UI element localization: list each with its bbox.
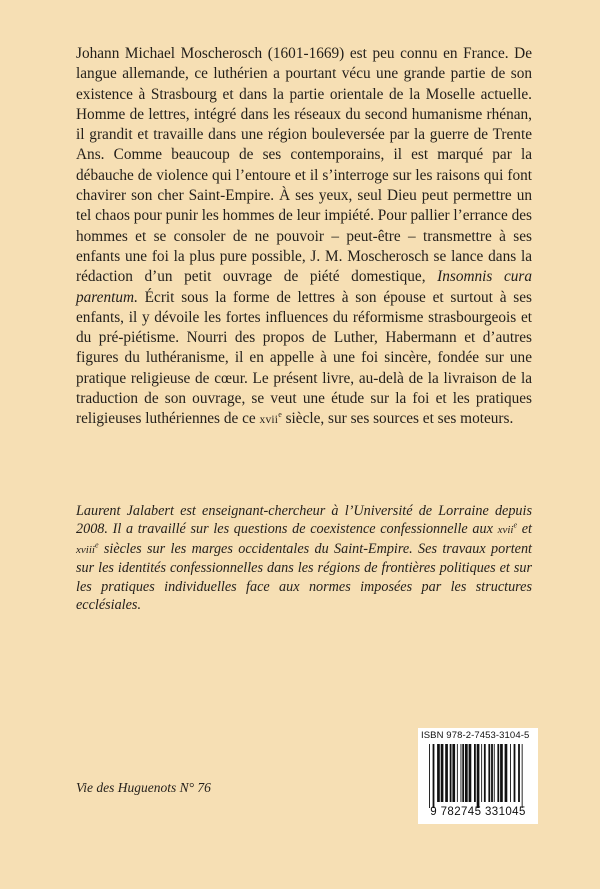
century-superscript: e	[278, 410, 282, 420]
barcode-bar	[469, 744, 472, 802]
barcode-bar	[494, 744, 495, 802]
summary-part-1: Johann Michael Moscherosch (1601-1669) est peu connu en France. De langue allemande, ce luthérien a pourtant vécu une grande partie de son existence à Strasbourg et dans la partie orientale de la Moselle actuelle. Homme de lettres, intégré dans les réseaux du second humanisme rhénan, il grandit et travaille dans une région bouleversée par la guerre de Trente Ans. Comme beaucoup de ses contemporains, il est marqué par la débauche de violence qui l’entoure et il s’interroge sur les raisons qui font chavirer son cher Saint-Empire. À ses yeux, seul Dieu peut permettre un tel chaos pour punir les hommes de leur impiété. Pour pallier l’errance des hommes et se consoler de ne pouvoir – peut-être – transmettre à ses enfants une foi la plus pure possible, J. M. Moscherosch se lance dans la rédaction d’un petit ouvrage de piété domestique,	[76, 45, 532, 286]
barcode-bar	[488, 744, 490, 802]
series-label: Vie des Huguenots N° 76	[76, 780, 211, 795]
author-bio-part-1: Laurent Jalabert est enseignant-chercheur à l’Université de Lorraine depuis 2008. Il a travaillé sur les questions de coexistence confessionnelle aux	[76, 503, 532, 538]
isbn-label: ISBN 978-2-7453-3104-5	[421, 730, 530, 741]
barcode-bar	[429, 744, 430, 808]
barcode-bar	[518, 744, 520, 802]
barcode-bar	[457, 744, 458, 802]
barcode-bars	[427, 744, 529, 808]
author-bio	[76, 502, 532, 614]
barcode-bar	[441, 744, 444, 802]
summary-part-3: siècle, sur ses sources et ses moteurs.	[281, 410, 514, 428]
barcode-bar	[497, 744, 499, 802]
century-superscript-18: e	[94, 540, 99, 550]
barcode-bar	[484, 744, 486, 802]
century-numeral: xvii	[259, 414, 279, 427]
barcode-bar	[433, 744, 435, 808]
barcode-bar	[477, 744, 480, 808]
author-bio-part-3: siècles sur les marges occidentales du Saint-Empire. Ses travaux portent sur les identités confessionnelles dans les régions de frontières politiques et sur les pratiques individuelles face aux normes imposées par les structures ecclésiales.	[76, 540, 532, 614]
barcode-bar	[514, 744, 516, 802]
barcode-bar	[522, 744, 523, 808]
century-superscript-17: e	[513, 520, 518, 530]
barcode-bar	[505, 744, 508, 802]
barcode-bar	[500, 744, 503, 802]
barcode-bar	[437, 744, 440, 802]
barcode-bar	[491, 744, 493, 802]
summary-part-2: Écrit sous la forme de lettres à son épouse et surtout à ses enfants, il y dévoile les fortes influences du réformisme strasbourgeois et du pré-piétisme. Nourri des propos de Luther, Habermann et d’autres figures du luthéranisme, il en appelle à une foi sincère, fondée sur une pratique religieuse de cœur. Le présent livre, au-delà de la livraison de la traduction de son ouvrage, se veut une étude sur la foi et les pratiques religieuses luthériennes de ce	[76, 288, 532, 428]
isbn-barcode	[418, 728, 538, 824]
barcode-bar	[445, 744, 448, 802]
book-summary	[76, 44, 532, 431]
century-numeral-18: xviii	[76, 543, 95, 556]
barcode-digits: 9 782745 331045	[430, 806, 526, 818]
barcode-bar	[474, 744, 476, 802]
author-bio-part-2: et	[517, 521, 532, 538]
book-title: Insomnis cura parentum.	[76, 268, 533, 306]
century-numeral-17: xvii	[497, 524, 514, 537]
barcode-bar	[481, 744, 482, 802]
barcode-bar	[461, 744, 462, 802]
barcode-bar	[510, 744, 511, 802]
barcode-bar	[462, 744, 464, 802]
barcode-bar	[465, 744, 468, 802]
barcode-bar	[450, 744, 452, 802]
barcode-bar	[452, 744, 455, 802]
